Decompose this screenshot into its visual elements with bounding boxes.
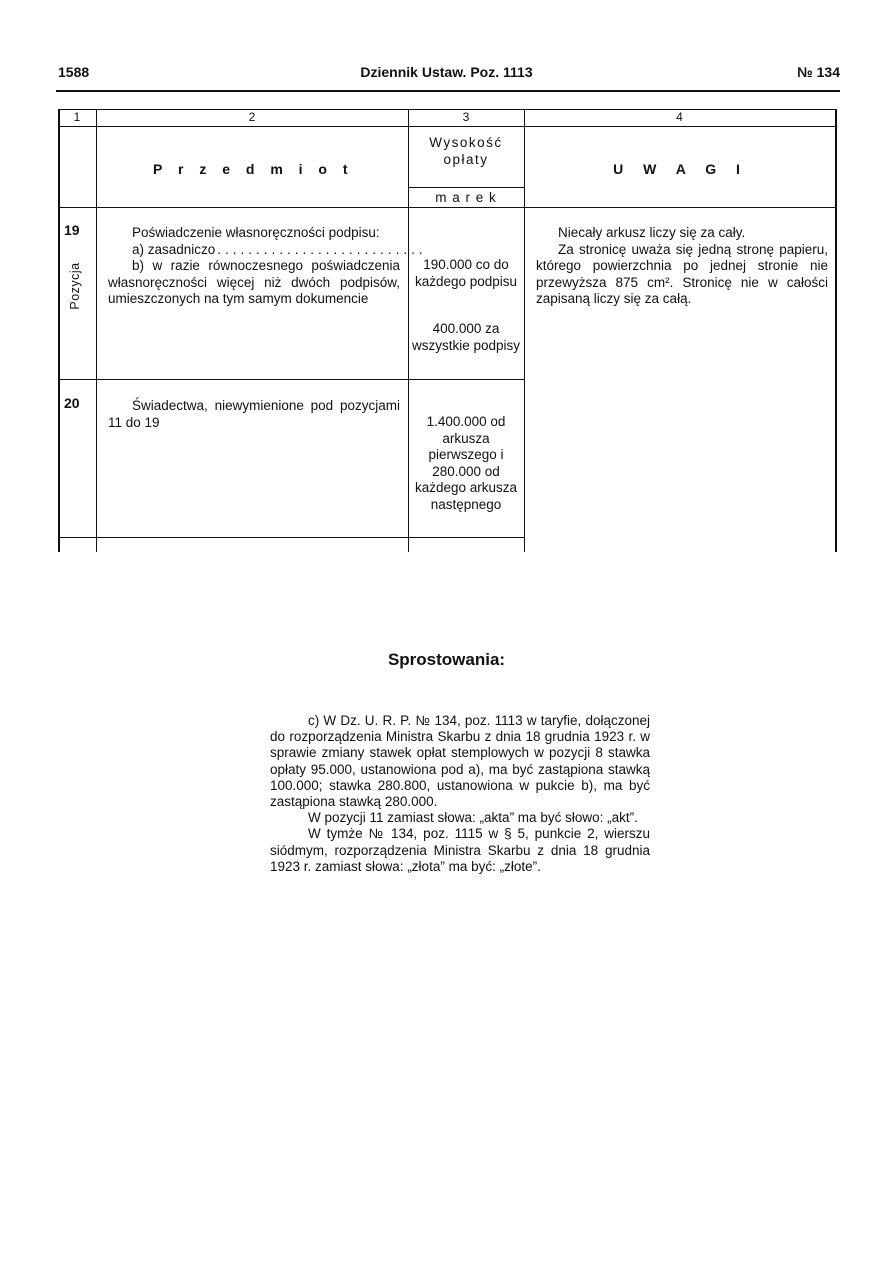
- column-divider-2: [408, 109, 409, 552]
- fee-table: [58, 109, 838, 552]
- row-number: 19: [64, 222, 80, 238]
- column-number: 4: [676, 110, 683, 124]
- subject-a: a) zasadniczo: [132, 241, 216, 257]
- column-number: 2: [248, 110, 256, 124]
- table-border-left: [58, 109, 60, 552]
- table-bottom-rule: [58, 537, 524, 538]
- row-subject: Świadectwa, niewymienione pod pozycjami 11 do 19: [108, 398, 400, 430]
- journal-title: Dziennik Ustaw. Poz. 1113: [360, 64, 533, 80]
- fee-unit-rule: [408, 187, 524, 188]
- remarks-line-2: Za stronicę uważa się jedną stronę papieru, którego powierzchnia po jednej stronie nie przewyższa 875 cm². Stronicę nie w całości zapisaną liczy się za całą.: [536, 241, 828, 306]
- column-number-rule: [58, 126, 837, 127]
- issue-number: № 134: [797, 64, 840, 80]
- corrections-title: Sprostowania:: [387, 650, 506, 669]
- leader-dots: ...........................: [217, 241, 427, 257]
- column-divider-3: [524, 109, 525, 552]
- column-number: 3: [462, 110, 470, 124]
- header-position: Pozycja: [68, 262, 82, 310]
- correction-paragraph: W tymże № 134, poz. 1115 w § 5, punkcie 2, wierszu siódmym, rozporządzenia Ministra Skarbu z dnia 18 grudnia 1923 r. zamiast słowa: „złota” ma być: „złote”.: [270, 826, 650, 874]
- header-fee: Wysokość opłaty: [429, 135, 503, 167]
- row-fee: 1.400.000 od arkusza pierwszego i 280.000 od każdego arkusza następnego: [414, 414, 518, 512]
- row-divider: [58, 379, 524, 380]
- corrections-body: [270, 713, 650, 875]
- row-subject: [108, 225, 427, 308]
- header-fee-unit: m a r e k: [435, 190, 497, 205]
- column-divider-1: [96, 109, 97, 552]
- table-border-right: [835, 109, 837, 552]
- page-number: 1588: [58, 64, 90, 80]
- subject-a-line: [108, 241, 427, 259]
- header-subject: P r z e d m i o t: [153, 161, 354, 177]
- header-rule: [56, 90, 840, 92]
- subject-intro: Poświadczenie własnoręczności podpisu:: [132, 225, 380, 240]
- header-bottom-rule: [58, 207, 837, 208]
- fee-a: 190.000 co do każdego podpisu: [414, 257, 518, 289]
- fee-b: 400.000 za wszystkie podpisy: [411, 321, 521, 353]
- correction-paragraph: W pozycji 11 zamiast słowa: „akta” ma być słowo: „akt”.: [308, 810, 638, 826]
- subject-b: b) w razie równoczesnego poświadczenia własnoręczności więcej niż dwóch podpisów, umieszczonych na tym samym dokumencie: [108, 258, 400, 306]
- header-remarks: U W A G I: [613, 161, 748, 177]
- row-remarks: [536, 225, 828, 308]
- row-number: 20: [64, 395, 80, 411]
- remarks-line-1: Niecały arkusz liczy się za cały.: [558, 225, 746, 240]
- correction-paragraph: c) W Dz. U. R. P. № 134, poz. 1113 w taryfie, dołączonej do rozporządzenia Ministra Skarbu z dnia 18 grudnia 1923 r. w sprawie zmiany stawek opłat stemplowych w pozycji 8 stawka opłaty 95.000, ustanowiona pod a), ma być zastąpiona stawką 100.000; stawka 280.800, ustanowiona w pukcie b), ma być zastąpiona stawką 280.000.: [270, 713, 650, 810]
- column-number: 1: [73, 110, 81, 124]
